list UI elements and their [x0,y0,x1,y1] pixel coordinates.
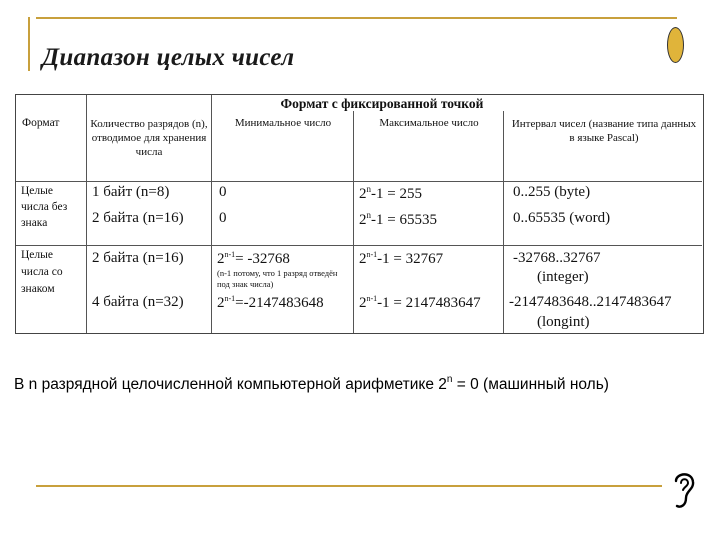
cell-interval: -32768..32767 [513,250,601,266]
table-main-header: Формат с фиксированной точкой [280,96,484,111]
cell-min: 0 [219,210,227,226]
group-label-signed: Целые числа со знаком [21,249,63,295]
cell-type: (integer) [537,269,589,285]
table-row-divider [16,245,702,246]
col-header-max: Максимальное число [379,117,479,129]
cell-bits: 2 байта (n=16) [92,250,184,266]
table-col-divider [353,111,354,333]
cell-interval: -2147483648..2147483647 [509,294,672,310]
cell-bits: 1 байт (n=8) [92,184,170,200]
table-col-divider [503,111,504,333]
cell-min: $2^{n-1}= -32768$ [217,250,290,267]
cell-max: $2^{n-1}-1 = 2147483647$ [359,294,481,311]
fixed-point-table [15,94,704,334]
cell-interval: 0..65535 (word) [513,210,611,226]
oval-shape-icon [667,27,684,63]
bottom-decor-line [36,485,662,487]
cell-min: 0 [219,184,227,200]
left-decor-line [28,17,30,71]
table-col-divider [86,95,87,333]
cell-bits: 2 байта (n=16) [92,210,184,226]
top-decor-line [36,17,677,19]
cell-note: (n-1 потому, что 1 разряд отведён под знак числа) [217,268,338,289]
cell-max: $2^n-1 = 255$ [359,184,422,202]
machine-zero-note: В n разрядной целочисленной компьютерной арифметике $2^n = 0$ (машинный ноль) [14,374,609,394]
group-label-unsigned: Целые числа без знака [21,185,68,229]
col-header-min: Минимальное число [234,117,332,129]
cell-type: (longint) [537,314,590,330]
cell-max: $2^{n-1}-1 = 32767$ [359,250,444,267]
cell-bits: 4 байта (n=32) [92,294,184,310]
col-header-bits: Количество разрядов (n), отводимое для хранения числа [90,118,208,158]
col-header-interval: Интервал чисел (название типа данных в языке Pascal) [511,118,697,144]
col-header-format: Формат [22,117,60,129]
cell-max: $2^n-1 = 65535$ [359,210,437,228]
table-col-divider [211,95,212,333]
cell-min: $2^{n-1}=-2147483648$ [217,294,324,311]
cell-interval: 0..255 (byte) [513,184,591,200]
ear-icon [668,467,698,511]
slide-title: Диапазон целых чисел [42,44,295,71]
table-row-divider [16,181,702,182]
